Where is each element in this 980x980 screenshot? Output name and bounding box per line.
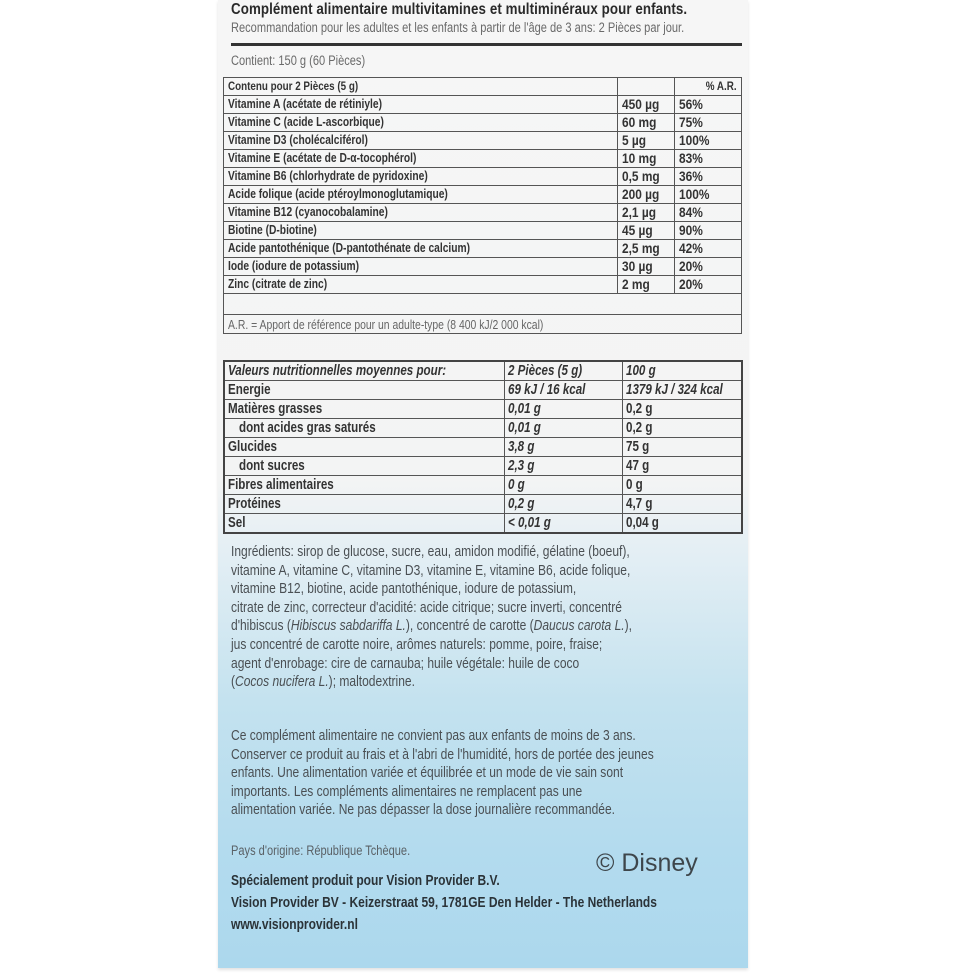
- table-row: Protéines 0,2 g 4,7 g: [224, 495, 742, 514]
- vitamin-table: [223, 77, 742, 334]
- table-row: Vitamine E (acétate de D-α-tocophérol) 10 mg 83%: [224, 150, 742, 168]
- table-spacer-row: [224, 294, 742, 315]
- table-row: Biotine (D-biotine) 45 µg 90%: [224, 222, 742, 240]
- table-row: Glucides 3,8 g 75 g: [224, 438, 742, 457]
- table-row: Zinc (citrate de zinc) 2 mg 20%: [224, 276, 742, 294]
- nutrition-table: [223, 360, 743, 534]
- manufacturer-line: Spécialement produit pour Vision Provider B.V.: [231, 872, 500, 889]
- table-row: Sel < 0,01 g 0,04 g: [224, 514, 742, 534]
- table-row: Fibres alimentaires 0 g 0 g: [224, 476, 742, 495]
- manufacturer-address: Vision Provider BV - Keizerstraat 59, 1781GE Den Helder - The Netherlands: [231, 894, 657, 911]
- header-label: Contenu pour 2 Pièces (5 g): [228, 79, 359, 93]
- product-label-panel: [218, 0, 748, 968]
- header-ar: % A.R.: [706, 79, 737, 93]
- table-row: Vitamine B6 (chlorhydrate de pyridoxine) 0,5 mg 36%: [224, 168, 742, 186]
- table-row: Vitamine A (acétate de rétiniyle) 450 µg 56%: [224, 96, 742, 114]
- table-row: Vitamine D3 (cholécalciférol) 5 µg 100%: [224, 132, 742, 150]
- net-contents: Contient: 150 g (60 Pièces): [231, 53, 366, 68]
- table-row: Acide folique (acide ptéroylmonoglutamique) 200 µg 100%: [224, 186, 742, 204]
- table-footnote: A.R. = Apport de référence pour un adulte-type (8 400 kJ/2 000 kcal): [224, 315, 742, 334]
- table-row: dont acides gras saturés 0,01 g 0,2 g: [224, 419, 742, 438]
- warnings-text: Ce complément alimentaire ne convient pas aux enfants de moins de 3 ans. Conserver ce produit au frais et à l'abri de l'humidité, hors de portée des jeunes enfants. Une alimentation variée et équilibrée et un mode de vie sain sont importants. Les compléments alimentaires ne remplacent pas une alimentation variée. Ne pas dépasser la dose journalière recommandée.: [231, 728, 654, 819]
- table-row: dont sucres 2,3 g 47 g: [224, 457, 742, 476]
- manufacturer-website: www.visionprovider.nl: [231, 916, 358, 933]
- table-row: Vitamine C (acide L-ascorbique) 60 mg 75%: [224, 114, 742, 132]
- table-row: Iode (iodure de potassium) 30 µg 20%: [224, 258, 742, 276]
- dosage-recommendation: Recommandation pour les adultes et les enfants à partir de l'âge de 3 ans: 2 Pièces par jour.: [231, 20, 685, 35]
- table-row: Vitamine B12 (cyanocobalamine) 2,1 µg 84%: [224, 204, 742, 222]
- table-row: Acide pantothénique (D-pantothénate de calcium) 2,5 mg 42%: [224, 240, 742, 258]
- vitamin-table-header: [224, 78, 742, 96]
- nutrition-table-header: Valeurs nutritionnelles moyennes pour: 2 Pièces (5 g) 100 g: [224, 361, 742, 381]
- divider: [231, 43, 742, 46]
- copyright-disney: © Disney: [596, 849, 698, 877]
- table-row: Energie 69 kJ / 16 kcal 1379 kJ / 324 kcal: [224, 381, 742, 400]
- product-title: Complément alimentaire multivitamines et multiminéraux pour enfants.: [231, 1, 688, 18]
- ingredients-text: Ingrédients: sirop de glucose, sucre, eau, amidon modifié, gélatine (boeuf), vitamine A, vitamine C, vitamine D3, vitamine E, vitamine B6, acide folique, vitamine B12, biotine, acide pantothénique, iodure de potassium, citrate de zinc, correcteur d'acidité: acide citrique; sucre inverti, concentré d'hibiscus (Hibiscus sabdariffa L.), concentré de carotte (Daucus carota L.), jus concentré de carotte noire, arômes naturels: pomme, poire, fraise; agent d'enrobage: cire de carnauba; huile végétale: huile de coco (Cocos nucifera L.); maltodextrine.: [231, 544, 632, 691]
- country-of-origin: Pays d'origine: République Tchèque.: [231, 843, 411, 858]
- table-row: Matières grasses 0,01 g 0,2 g: [224, 400, 742, 419]
